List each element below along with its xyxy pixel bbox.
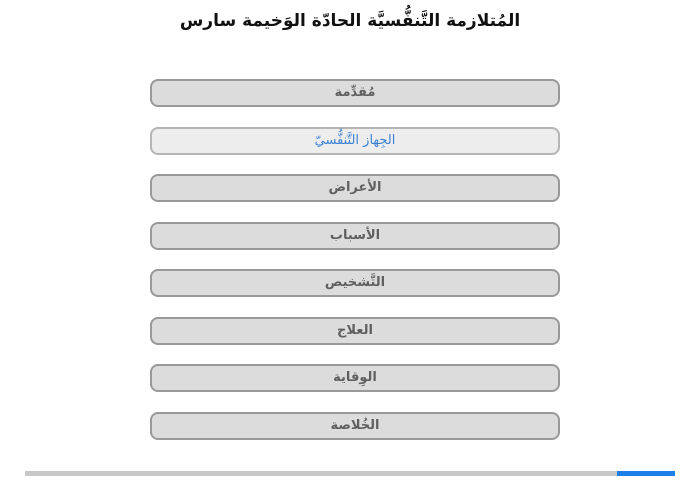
- page-title: المُتلازمة التَّنفُّسيَّة الحادّة الوَخيمة سارس: [179, 11, 521, 31]
- menu-item-diagnosis[interactable]: التَّشخيص: [150, 269, 560, 297]
- menu-item-causes[interactable]: الأسباب: [150, 222, 560, 250]
- progress-bar-fill: [617, 471, 676, 476]
- menu-item-introduction[interactable]: مُقدِّمة: [150, 79, 560, 107]
- menu-item-summary[interactable]: الخُلاصة: [150, 412, 560, 440]
- menu-item-prevention[interactable]: الوِقاية: [150, 364, 560, 392]
- progress-bar: [25, 471, 675, 476]
- menu-item-respiratory-system[interactable]: الجِهاز التَّنفُّسيّ: [150, 127, 560, 155]
- menu-item-treatment[interactable]: العلاج: [150, 317, 560, 345]
- menu-item-symptoms[interactable]: الأعراض: [150, 174, 560, 202]
- topic-menu: [150, 79, 560, 459]
